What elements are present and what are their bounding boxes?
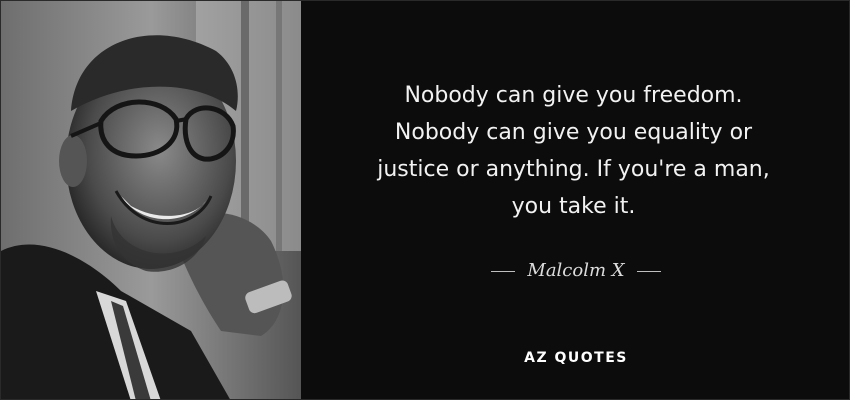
author-right-dash [637, 271, 661, 272]
quote-text [321, 77, 826, 225]
quote-panel [301, 1, 850, 400]
brand-logo: AZ QUOTES [524, 350, 628, 366]
quote-line: you take it. [511, 194, 636, 219]
quote-line: Nobody can give you equality or [394, 120, 753, 145]
quote-line: justice or anything. If you're a man, [377, 157, 770, 182]
author-name: Malcolm X [527, 260, 625, 281]
author-attribution [301, 259, 850, 283]
author-left-dash [491, 271, 515, 272]
quote-line: Nobody can give you freedom. [404, 83, 743, 108]
portrait-photo [1, 1, 301, 400]
